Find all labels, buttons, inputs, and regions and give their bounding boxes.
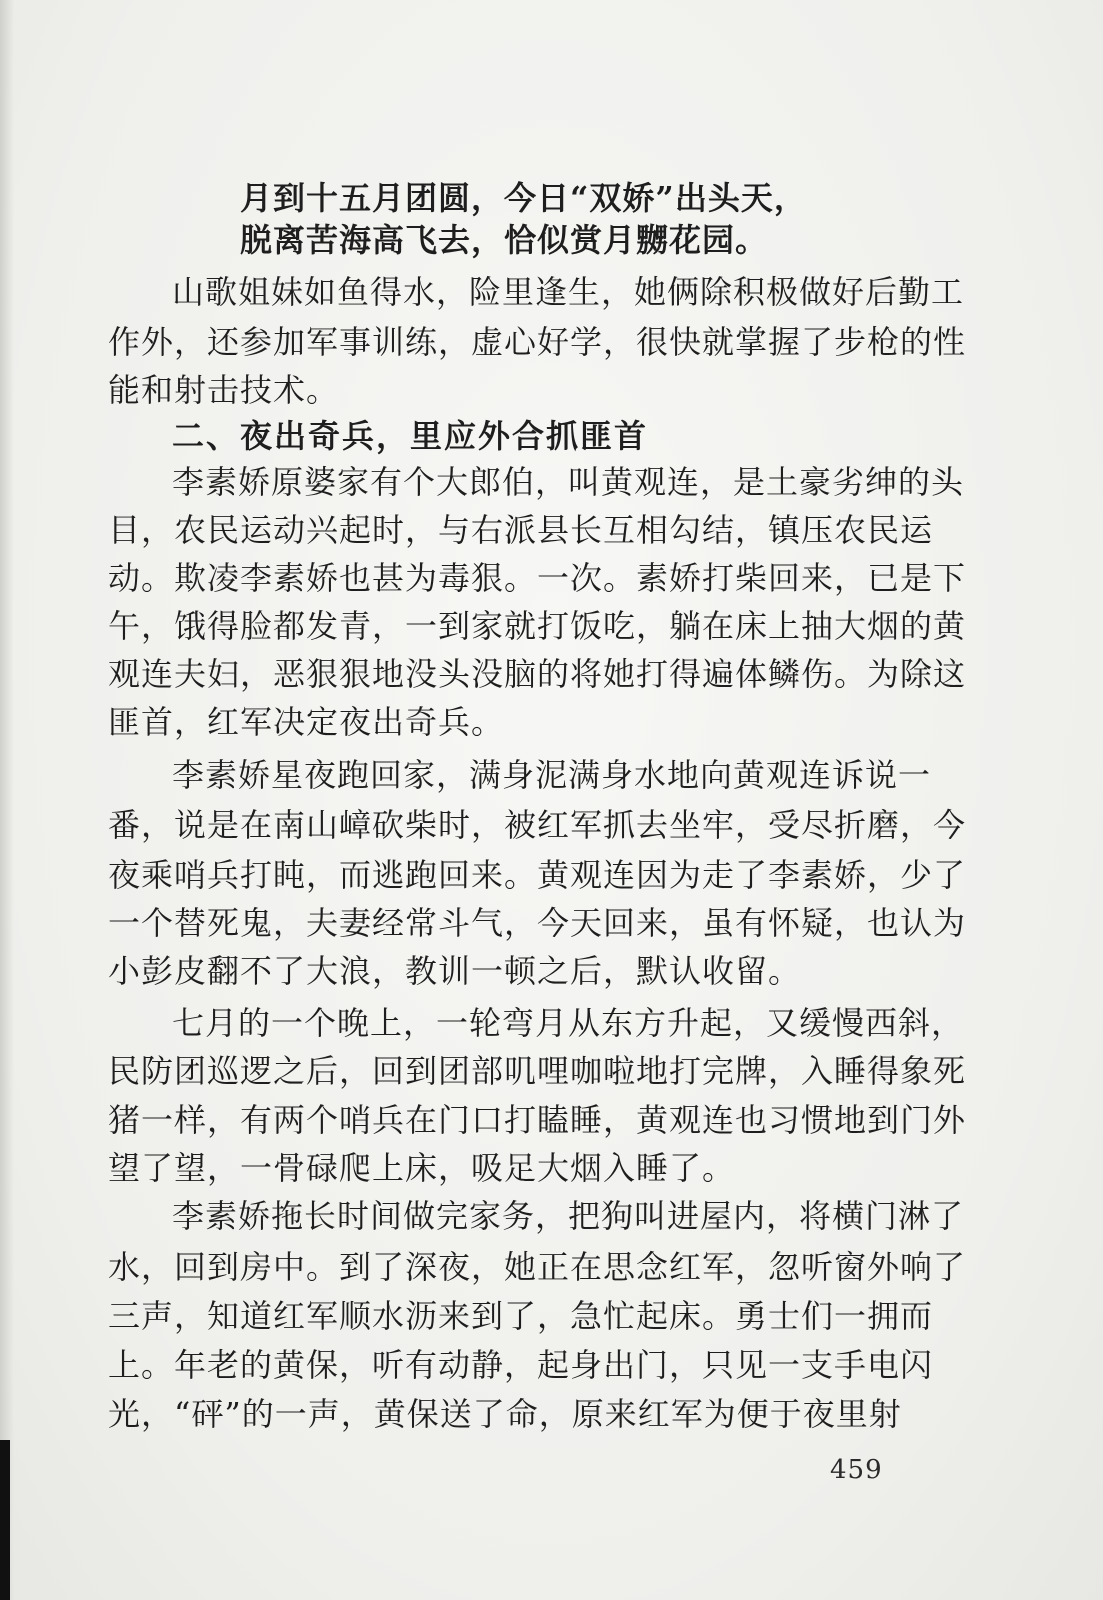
page-number: 459 [830, 1455, 883, 1485]
scan-dark-corner [0, 1440, 10, 1600]
text-line: 七月的一个晚上，一轮弯月从东方升起，又缓慢西斜， [172, 1004, 965, 1042]
text-line: 番，说是在南山嶂砍柴时，被红军抓去坐牢，受尽折磨，今 [108, 806, 967, 844]
page-left-edge-shadow [0, 0, 14, 1600]
text-line: 匪首，红军决定夜出奇兵。 [108, 703, 505, 741]
text-line: 作外，还参加军事训练，虚心好学，很快就掌握了步枪的性 [108, 323, 967, 361]
text-line: 一个替死鬼，夫妻经常斗气，今天回来，虽有怀疑，也认为 [108, 904, 967, 942]
text-line: 上。年老的黄保，听有动静，起身出门，只见一支手电闪 [108, 1346, 934, 1384]
text-line: 观连夫妇，恶狠狠地没头没脑的将她打得遍体鳞伤。为除这 [108, 655, 967, 693]
text-line: 夜乘哨兵打盹，而逃跑回来。黄观连因为走了李素娇，少了 [108, 856, 967, 894]
text-line: 目，农民运动兴起时，与右派县长互相勾结，镇压农民运 [108, 511, 934, 549]
text-line: 小彭皮翻不了大浪，教训一顿之后，默认收留。 [108, 952, 802, 990]
text-line: 民防团巡逻之后，回到团部叽哩咖啦地打完牌，入睡得象死 [108, 1052, 967, 1090]
section-heading: 二、夜出奇兵，里应外合抓匪首 [172, 417, 649, 455]
text-line: 三声，知道红军顺水沥来到了，急忙起床。勇士们一拥而 [108, 1297, 934, 1335]
text-line: 李素娇拖长时间做完家务，把狗叫进屋内，将横门淋了 [172, 1197, 965, 1235]
text-line: 午，饿得脸都发青，一到家就打饭吃，躺在床上抽大烟的黄 [108, 607, 967, 645]
text-line: 水，回到房中。到了深夜，她正在思念红军，忽听窗外响了 [108, 1248, 967, 1286]
text-line: 能和射击技术。 [108, 371, 340, 409]
text-line: 动。欺凌李素娇也甚为毒狠。一次。素娇打柴回来，已是下 [108, 559, 967, 597]
text-line: 望了望，一骨碌爬上床，吸足大烟入睡了。 [108, 1149, 736, 1187]
verse-line-2: 脱离苦海高飞去，恰似赏月嬲花园。 [240, 221, 769, 259]
text-line: 光，“砰”的一声，黄保送了命，原来红军为便于夜里射 [108, 1395, 902, 1433]
verse-line-1: 月到十五月团圆，今日“双娇”出头天， [240, 179, 807, 217]
text-line: 李素娇原婆家有个大郎伯，叫黄观连，是土豪劣绅的头 [172, 463, 965, 501]
text-line: 猪一样，有两个哨兵在门口打瞌睡，黄观连也习惯地到门外 [108, 1101, 967, 1139]
text-line: 李素娇星夜跑回家，满身泥满身水地向黄观连诉说一 [172, 756, 932, 794]
text-line: 山歌姐妹如鱼得水，险里逢生，她俩除积极做好后勤工 [172, 273, 965, 311]
